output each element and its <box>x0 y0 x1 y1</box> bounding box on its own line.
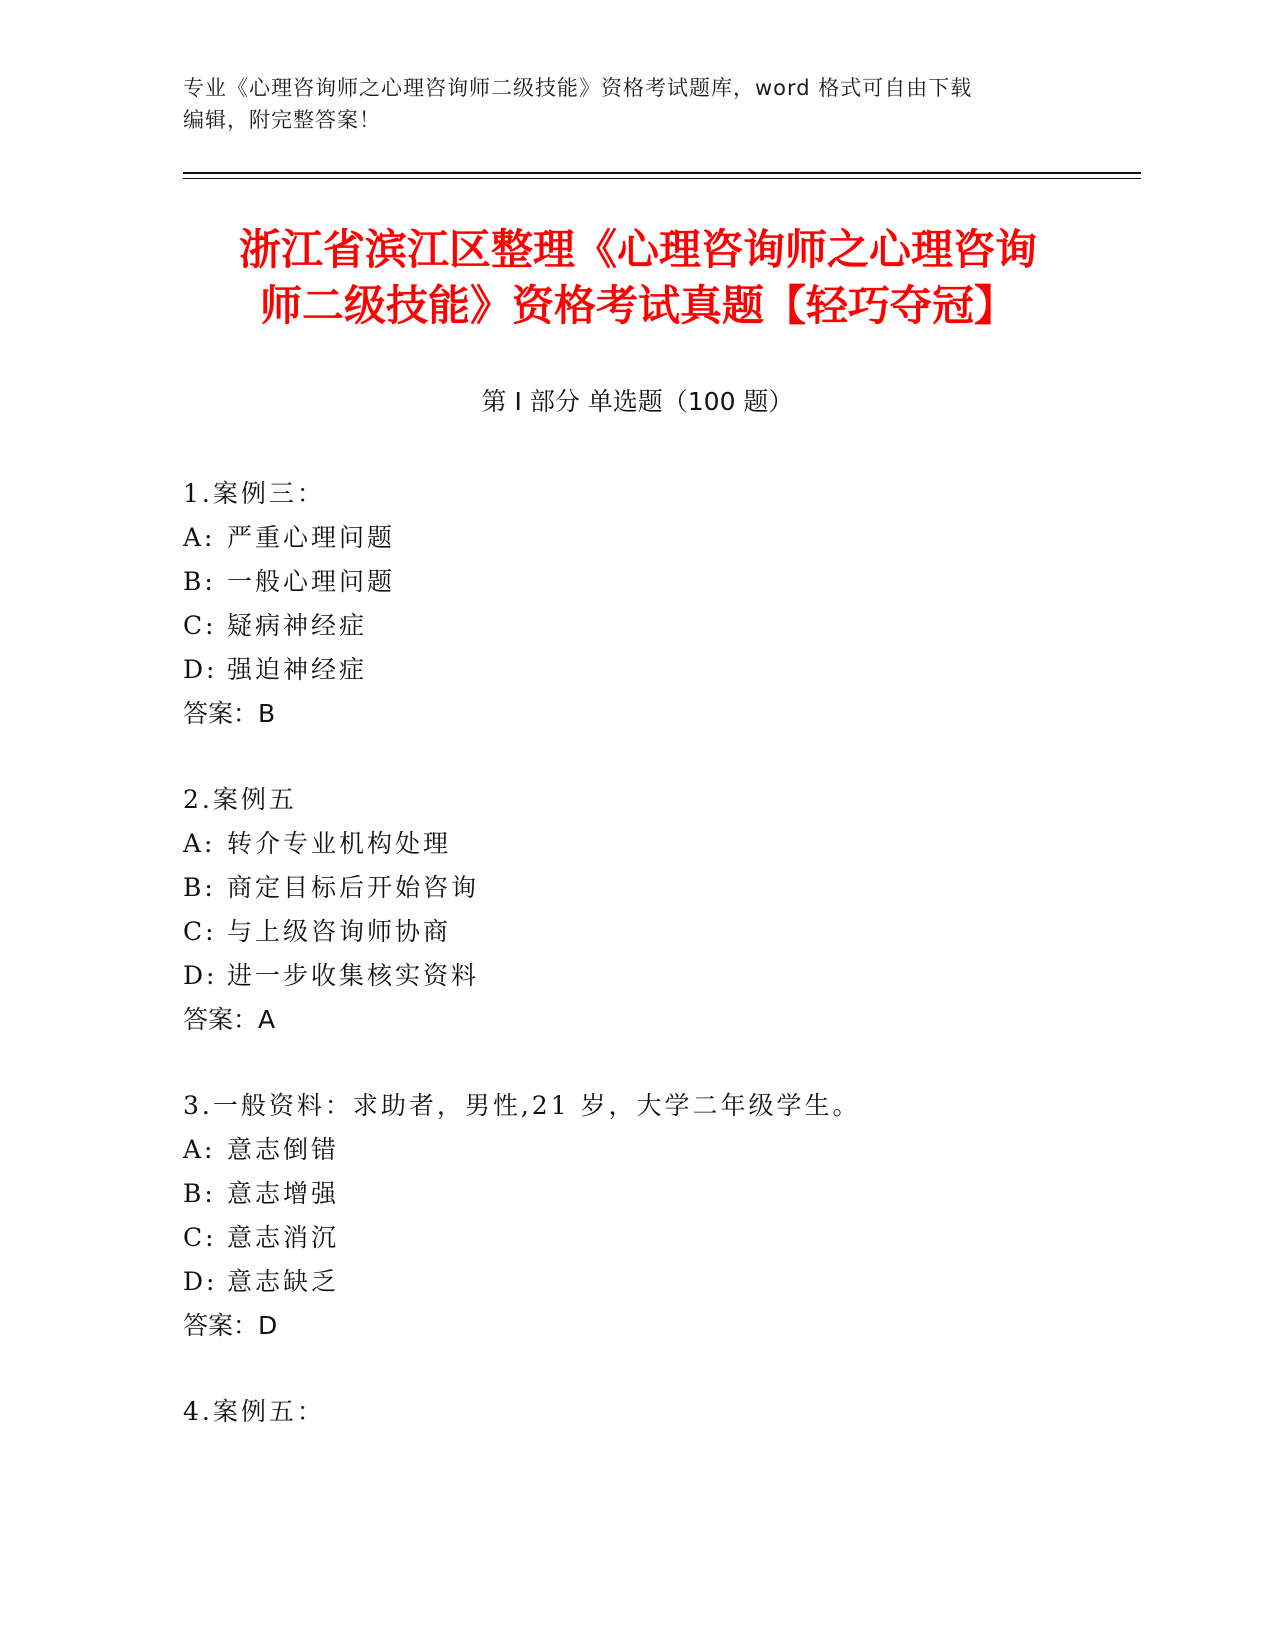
answer-line: 答案：A <box>183 1005 276 1034</box>
option-text: 严重心理问题 <box>227 523 396 552</box>
option-b <box>183 866 1103 910</box>
option-key: B: <box>183 567 216 596</box>
option-a <box>183 1128 1103 1172</box>
question-list <box>183 472 1103 1476</box>
question-stem: 4.案例五： <box>183 1397 325 1426</box>
option-text: 意志缺乏 <box>227 1267 340 1296</box>
option-d <box>183 954 1103 998</box>
option-text: 意志增强 <box>227 1179 340 1208</box>
question-item <box>183 472 1103 736</box>
option-text: 转介专业机构处理 <box>227 829 452 858</box>
option-text: 意志倒错 <box>227 1135 340 1164</box>
option-key: D: <box>183 961 218 990</box>
question-stem: 3.一般资料：求助者，男性,21 岁，大学二年级学生。 <box>183 1091 861 1120</box>
option-d <box>183 1260 1103 1304</box>
option-key: D: <box>183 1267 218 1296</box>
title-line-2: 师二级技能》资格考试真题【轻巧夺冠】 <box>259 281 1016 330</box>
option-b <box>183 560 1103 604</box>
option-key: B: <box>183 1179 216 1208</box>
option-key: C: <box>183 611 217 640</box>
option-key: C: <box>183 1223 217 1252</box>
option-text: 强迫神经症 <box>227 655 368 684</box>
option-text: 一般心理问题 <box>227 567 396 596</box>
header-note <box>183 72 1083 136</box>
header-divider-thick <box>183 172 1141 174</box>
option-key: D: <box>183 655 218 684</box>
question-item <box>183 778 1103 1042</box>
option-c <box>183 1216 1103 1260</box>
option-text: 进一步收集核实资料 <box>227 961 480 990</box>
answer-line: 答案：D <box>183 1311 278 1340</box>
option-a <box>183 516 1103 560</box>
section-title: 第 I 部分 单选题（100 题） <box>481 387 794 416</box>
option-key: B: <box>183 873 216 902</box>
option-key: C: <box>183 917 217 946</box>
option-c <box>183 604 1103 648</box>
document-title <box>183 222 1093 334</box>
question-stem: 1.案例三： <box>183 479 325 508</box>
option-text: 意志消沉 <box>227 1223 340 1252</box>
answer-line: 答案：B <box>183 699 276 728</box>
option-key: A: <box>183 523 216 552</box>
option-key: A: <box>183 1135 216 1164</box>
option-text: 与上级咨询师协商 <box>227 917 452 946</box>
header-divider-thin <box>183 178 1141 179</box>
question-stem: 2.案例五 <box>183 785 297 814</box>
title-line-1: 浙江省滨江区整理《心理咨询师之心理咨询 <box>238 225 1037 274</box>
option-d <box>183 648 1103 692</box>
option-text: 商定目标后开始咨询 <box>227 873 480 902</box>
question-item <box>183 1390 1103 1434</box>
option-b <box>183 1172 1103 1216</box>
option-c <box>183 910 1103 954</box>
option-a <box>183 822 1103 866</box>
option-text: 疑病神经症 <box>227 611 368 640</box>
question-item <box>183 1084 1103 1348</box>
header-line-1: 专业《心理咨询师之心理咨询师二级技能》资格考试题库，word 格式可自由下载 <box>183 76 973 100</box>
header-line-2: 编辑，附完整答案！ <box>183 108 381 132</box>
option-key: A: <box>183 829 216 858</box>
